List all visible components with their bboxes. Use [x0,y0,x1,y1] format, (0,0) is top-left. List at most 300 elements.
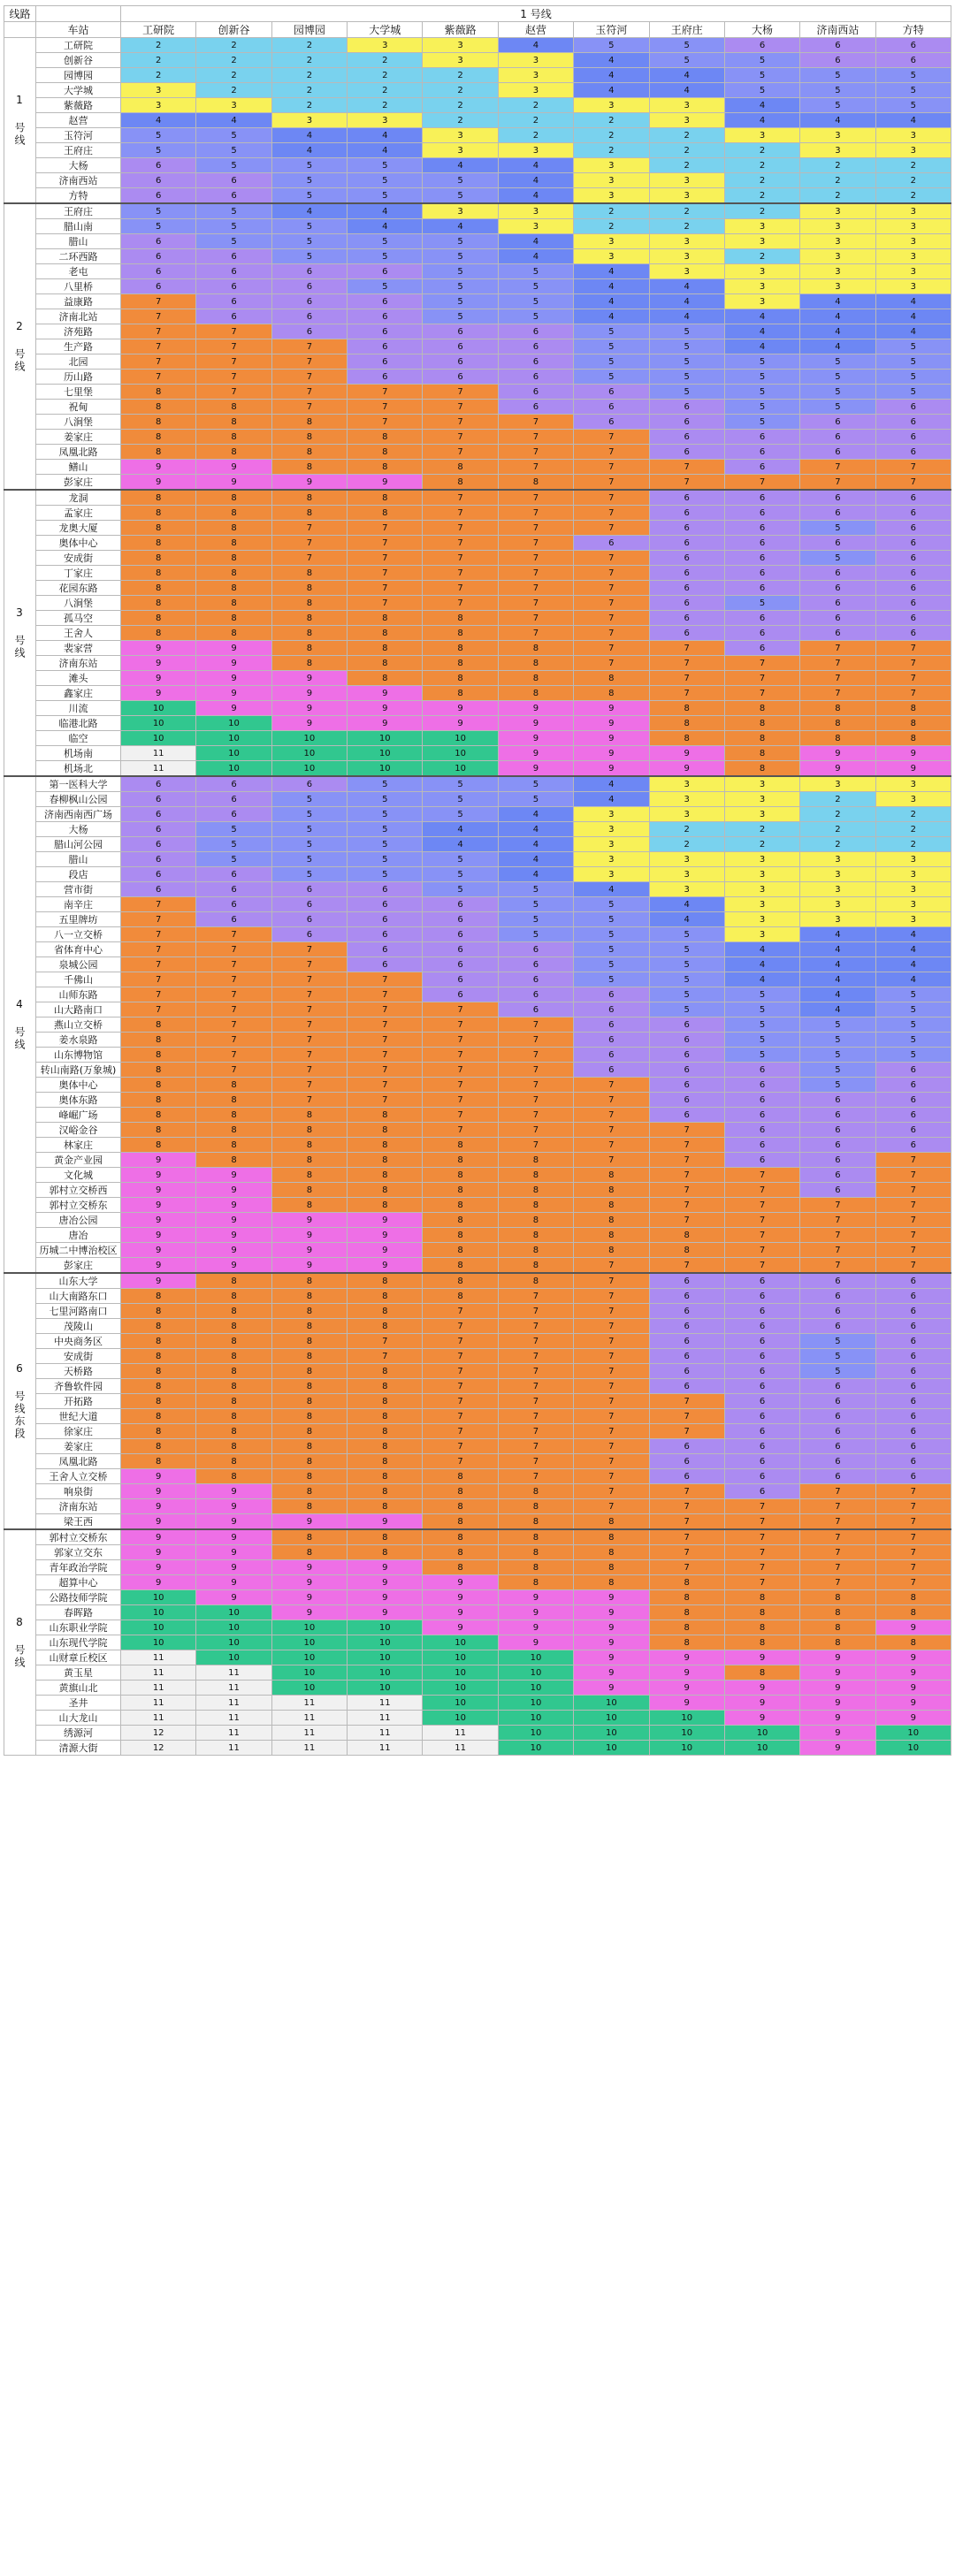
travel-time-cell: 9 [498,716,573,731]
station-name: 春晖路 [36,1605,121,1620]
travel-time-cell: 7 [423,1123,498,1138]
travel-time-cell: 8 [271,1289,347,1304]
travel-time-cell: 7 [800,1484,875,1499]
station-name: 孟家庄 [36,506,121,521]
travel-time-cell: 5 [724,596,799,611]
station-name: 郭村立交桥西 [36,1183,121,1198]
travel-time-cell: 7 [800,460,875,475]
travel-time-cell: 6 [724,1304,799,1319]
travel-time-cell: 6 [121,264,196,279]
travel-time-cell: 6 [875,1093,951,1108]
travel-time-cell: 5 [574,957,649,972]
station-name: 中央商务区 [36,1334,121,1349]
travel-time-cell: 9 [348,1605,423,1620]
station-name: 济南北站 [36,309,121,324]
travel-time-cell: 5 [423,882,498,897]
travel-time-cell: 6 [196,279,271,294]
travel-time-cell: 8 [196,506,271,521]
travel-time-cell: 8 [271,490,347,506]
travel-time-cell: 6 [196,776,271,792]
travel-time-cell: 8 [196,596,271,611]
travel-time-cell: 6 [196,264,271,279]
travel-time-cell: 11 [348,1711,423,1726]
travel-time-cell: 4 [875,294,951,309]
station-name: 黄金产业园 [36,1153,121,1168]
travel-time-cell: 7 [800,1213,875,1228]
travel-time-cell: 6 [724,1138,799,1153]
travel-time-cell: 10 [121,701,196,716]
travel-time-cell: 7 [498,490,573,506]
travel-time-cell: 2 [724,837,799,852]
travel-time-cell: 9 [121,1243,196,1258]
travel-time-cell: 6 [800,53,875,68]
travel-time-cell: 7 [574,1138,649,1153]
travel-time-cell: 8 [271,415,347,430]
travel-time-cell: 8 [875,716,951,731]
travel-time-cell: 2 [196,68,271,83]
station-name: 王舍人立交桥 [36,1469,121,1484]
travel-time-cell: 5 [348,188,423,204]
travel-time-cell: 4 [800,294,875,309]
station-name: 八里桥 [36,279,121,294]
table-row [4,324,951,339]
travel-time-cell: 3 [800,852,875,867]
travel-time-cell: 10 [196,1650,271,1665]
travel-time-cell: 8 [498,1228,573,1243]
travel-time-cell: 4 [875,113,951,128]
travel-time-cell: 9 [271,475,347,491]
travel-time-cell: 5 [649,354,724,370]
travel-time-cell: 7 [498,581,573,596]
station-name: 唐冶 [36,1228,121,1243]
travel-time-cell: 6 [649,1379,724,1394]
travel-time-cell: 6 [423,897,498,912]
station-name: 齐鲁软件园 [36,1379,121,1394]
travel-time-cell: 6 [196,249,271,264]
station-name: 汉峪金谷 [36,1123,121,1138]
table-row [4,1379,951,1394]
column-header-4: 紫薇路 [423,22,498,38]
travel-time-cell: 5 [121,219,196,234]
travel-time-cell: 8 [423,1228,498,1243]
travel-time-cell: 7 [196,1048,271,1063]
travel-time-cell: 8 [498,1499,573,1514]
travel-time-cell: 4 [800,942,875,957]
travel-time-cell: 7 [423,1349,498,1364]
travel-time-cell: 8 [271,1108,347,1123]
travel-time-cell: 6 [498,370,573,385]
station-name: 山师东路 [36,987,121,1002]
travel-time-cell: 9 [649,1696,724,1711]
station-name: 临港北路 [36,716,121,731]
travel-time-cell: 9 [498,746,573,761]
travel-time-cell: 9 [348,701,423,716]
travel-time-cell: 2 [348,83,423,98]
travel-time-cell: 8 [498,671,573,686]
travel-time-cell: 6 [574,415,649,430]
travel-time-cell: 8 [271,1153,347,1168]
travel-time-cell: 7 [271,370,347,385]
table-row [4,701,951,716]
station-name: 南辛庄 [36,897,121,912]
travel-time-cell: 7 [574,1499,649,1514]
travel-time-cell: 8 [649,1620,724,1635]
travel-time-cell: 3 [574,234,649,249]
travel-time-cell: 8 [271,1138,347,1153]
travel-time-cell: 5 [800,98,875,113]
travel-time-cell: 10 [423,1680,498,1696]
travel-time-cell: 7 [574,641,649,656]
travel-time-cell: 8 [423,671,498,686]
travel-time-cell: 3 [649,188,724,204]
travel-time-cell: 6 [800,445,875,460]
travel-time-cell: 7 [649,1514,724,1530]
travel-time-cell: 10 [196,746,271,761]
travel-time-cell: 8 [423,1529,498,1545]
travel-time-cell: 7 [875,1484,951,1499]
travel-time-cell: 11 [121,1696,196,1711]
travel-time-cell: 5 [649,370,724,385]
travel-time-cell: 5 [271,188,347,204]
travel-time-cell: 9 [423,1575,498,1590]
table-row [4,792,951,807]
travel-time-cell: 7 [271,987,347,1002]
travel-time-cell: 2 [271,68,347,83]
travel-time-cell: 6 [498,339,573,354]
travel-time-cell: 3 [724,912,799,927]
travel-time-cell: 6 [196,294,271,309]
travel-time-cell: 7 [574,1123,649,1138]
table-row [4,1108,951,1123]
table-row [4,1304,951,1319]
travel-time-cell: 3 [875,249,951,264]
travel-time-cell: 7 [498,1078,573,1093]
travel-time-cell: 6 [875,1108,951,1123]
travel-time-cell: 7 [574,1093,649,1108]
travel-time-cell: 8 [423,686,498,701]
travel-time-cell: 8 [196,1138,271,1153]
travel-time-cell: 6 [875,1289,951,1304]
travel-time-cell: 3 [196,98,271,113]
travel-time-cell: 7 [348,1093,423,1108]
travel-time-cell: 6 [649,1078,724,1093]
station-name: 转山南路(万象城) [36,1063,121,1078]
travel-time-cell: 6 [423,972,498,987]
travel-time-cell: 7 [649,460,724,475]
travel-time-cell: 3 [724,867,799,882]
column-header-6: 玉符河 [574,22,649,38]
table-row [4,1560,951,1575]
travel-time-cell: 4 [800,1002,875,1017]
travel-time-cell: 3 [498,143,573,158]
travel-time-cell: 8 [271,1409,347,1424]
travel-time-cell: 6 [649,611,724,626]
table-row [4,490,951,506]
travel-time-cell: 2 [800,792,875,807]
travel-time-cell: 9 [498,761,573,777]
travel-time-cell: 6 [724,1063,799,1078]
travel-time-cell: 9 [271,1258,347,1274]
station-name: 徐家庄 [36,1424,121,1439]
travel-time-cell: 7 [724,1514,799,1530]
travel-time-cell: 6 [196,792,271,807]
travel-time-cell: 6 [724,1078,799,1093]
table-row [4,1319,951,1334]
travel-time-cell: 9 [196,1484,271,1499]
travel-time-cell: 5 [800,1078,875,1093]
travel-time-cell: 11 [121,1680,196,1696]
travel-time-cell: 4 [800,957,875,972]
travel-time-cell: 6 [724,1123,799,1138]
travel-time-cell: 2 [800,158,875,173]
line-group-label: 3 号线 [4,490,36,776]
travel-time-cell: 7 [574,1289,649,1304]
travel-time-cell: 7 [800,656,875,671]
travel-time-cell: 5 [348,852,423,867]
travel-time-cell: 4 [875,309,951,324]
travel-time-cell: 7 [196,339,271,354]
travel-time-cell: 9 [121,656,196,671]
travel-time-cell: 8 [423,1183,498,1198]
table-row [4,1258,951,1274]
travel-time-cell: 6 [724,1454,799,1469]
travel-time-cell: 7 [196,987,271,1002]
travel-time-cell: 7 [875,656,951,671]
station-name: 园博园 [36,68,121,83]
travel-time-cell: 8 [348,1409,423,1424]
travel-time-cell: 6 [649,400,724,415]
travel-time-cell: 7 [498,1394,573,1409]
travel-time-cell: 9 [196,701,271,716]
travel-time-cell: 2 [875,173,951,188]
travel-time-cell: 2 [800,807,875,822]
travel-time-cell: 9 [348,475,423,491]
station-name: 王府庄 [36,203,121,219]
travel-time-cell: 7 [498,1454,573,1469]
travel-time-cell: 3 [348,38,423,53]
travel-time-cell: 6 [875,400,951,415]
travel-time-cell: 8 [121,1319,196,1334]
travel-time-cell: 6 [649,1469,724,1484]
travel-time-cell: 6 [875,581,951,596]
travel-time-cell: 7 [724,1198,799,1213]
travel-time-cell: 6 [724,1319,799,1334]
travel-time-cell: 5 [724,1033,799,1048]
travel-time-cell: 7 [875,1545,951,1560]
travel-time-cell: 9 [574,1680,649,1696]
travel-time-cell: 3 [724,852,799,867]
travel-time-cell: 7 [271,1017,347,1033]
travel-time-cell: 6 [348,370,423,385]
travel-time-cell: 6 [875,1364,951,1379]
travel-time-cell: 9 [271,716,347,731]
travel-time-cell: 8 [724,746,799,761]
travel-time-cell: 5 [498,294,573,309]
travel-time-cell: 5 [800,1364,875,1379]
travel-time-cell: 8 [196,1349,271,1364]
station-name: 王舍人 [36,626,121,641]
travel-time-cell: 5 [574,897,649,912]
travel-time-cell: 3 [498,68,573,83]
travel-time-cell: 9 [271,701,347,716]
column-header-2: 园博园 [271,22,347,38]
travel-time-cell: 5 [498,927,573,942]
travel-time-cell: 8 [348,1319,423,1334]
travel-time-cell: 5 [423,249,498,264]
travel-time-cell: 2 [800,188,875,204]
table-row [4,1364,951,1379]
travel-time-cell: 3 [875,776,951,792]
station-name: 奥体中心 [36,536,121,551]
travel-time-cell: 5 [423,173,498,188]
travel-time-cell: 9 [574,746,649,761]
travel-time-cell: 4 [724,942,799,957]
travel-time-cell: 11 [423,1726,498,1741]
travel-time-cell: 5 [875,1033,951,1048]
travel-time-cell: 6 [348,957,423,972]
travel-time-cell: 6 [724,581,799,596]
travel-time-cell: 11 [196,1741,271,1756]
travel-time-cell: 6 [348,912,423,927]
travel-time-cell: 6 [875,445,951,460]
travel-time-cell: 4 [724,324,799,339]
travel-time-cell: 5 [423,234,498,249]
travel-time-cell: 7 [800,1514,875,1530]
travel-time-cell: 5 [800,1349,875,1364]
travel-time-cell: 3 [649,98,724,113]
travel-time-cell: 8 [271,1545,347,1560]
travel-time-cell: 9 [574,1635,649,1650]
travel-time-cell: 3 [574,249,649,264]
travel-time-cell: 9 [800,1711,875,1726]
travel-time-cell: 5 [423,776,498,792]
travel-time-cell: 7 [800,686,875,701]
travel-time-cell: 9 [121,1168,196,1183]
travel-time-cell: 2 [875,822,951,837]
travel-time-cell: 7 [498,1048,573,1063]
travel-time-cell: 6 [649,1319,724,1334]
travel-time-cell: 7 [348,1017,423,1033]
travel-time-cell: 8 [271,430,347,445]
travel-time-cell: 3 [724,897,799,912]
travel-time-cell: 6 [875,1439,951,1454]
travel-time-cell: 9 [423,1605,498,1620]
travel-time-cell: 11 [348,1741,423,1756]
travel-time-cell: 7 [423,1002,498,1017]
travel-time-cell: 7 [800,671,875,686]
travel-time-cell: 6 [800,536,875,551]
travel-time-cell: 3 [271,113,347,128]
travel-time-cell: 8 [348,671,423,686]
travel-time-cell: 6 [649,1349,724,1364]
travel-time-cell: 7 [348,536,423,551]
travel-time-cell: 9 [800,1650,875,1665]
travel-time-cell: 8 [498,1575,573,1590]
station-name: 机场北 [36,761,121,777]
travel-time-cell: 6 [800,1379,875,1394]
travel-time-cell: 11 [271,1696,347,1711]
travel-time-cell: 9 [121,1545,196,1560]
travel-time-cell: 7 [348,1002,423,1017]
travel-time-cell: 3 [800,867,875,882]
travel-time-cell: 5 [574,370,649,385]
travel-time-cell: 7 [649,1545,724,1560]
travel-time-cell: 10 [348,1635,423,1650]
travel-time-cell: 2 [121,68,196,83]
travel-time-cell: 8 [800,716,875,731]
line-group-label: 2 号线 [4,203,36,490]
travel-time-cell: 5 [724,354,799,370]
travel-time-cell: 2 [724,143,799,158]
station-name: 丁家庄 [36,566,121,581]
travel-time-cell: 6 [348,264,423,279]
travel-time-cell: 5 [800,83,875,98]
travel-time-cell: 6 [121,852,196,867]
travel-time-cell: 5 [800,1334,875,1349]
line-group-label: 8 号线 [4,1529,36,1756]
travel-time-cell: 10 [121,716,196,731]
travel-time-cell: 2 [875,837,951,852]
travel-time-cell: 8 [271,445,347,460]
travel-time-cell: 7 [724,1258,799,1274]
travel-time-cell: 8 [121,521,196,536]
table-row [4,1665,951,1680]
travel-time-cell: 9 [574,1605,649,1620]
travel-time-cell: 7 [574,596,649,611]
travel-time-cell: 5 [800,521,875,536]
travel-time-cell: 8 [423,460,498,475]
table-row [4,143,951,158]
travel-time-cell: 3 [875,792,951,807]
travel-time-cell: 7 [121,942,196,957]
travel-time-cell: 6 [875,1078,951,1093]
station-name: 山财章丘校区 [36,1650,121,1665]
travel-time-cell: 8 [348,1469,423,1484]
travel-time-cell: 8 [423,1273,498,1289]
travel-time-cell: 6 [423,987,498,1002]
travel-time-cell: 7 [498,551,573,566]
travel-time-cell: 9 [574,1650,649,1665]
station-name: 黄玉星 [36,1665,121,1680]
travel-time-cell: 3 [423,38,498,53]
travel-time-cell: 7 [498,1304,573,1319]
table-row [4,1228,951,1243]
travel-time-cell: 5 [875,987,951,1002]
travel-time-cell: 9 [875,1680,951,1696]
travel-time-cell: 5 [800,1048,875,1063]
station-name: 天桥路 [36,1364,121,1379]
travel-time-cell: 7 [498,1289,573,1304]
travel-time-cell: 5 [800,354,875,370]
top-title: 1 号线 [121,6,951,22]
travel-time-cell: 6 [348,882,423,897]
travel-time-cell: 8 [348,1304,423,1319]
travel-time-cell: 4 [574,279,649,294]
travel-time-cell: 5 [196,822,271,837]
travel-time-cell: 5 [724,400,799,415]
travel-time-cell: 7 [498,1334,573,1349]
travel-time-cell: 6 [649,1093,724,1108]
travel-time-cell: 5 [724,1017,799,1033]
travel-time-cell: 5 [498,882,573,897]
travel-time-cell: 10 [271,1635,347,1650]
travel-time-cell: 6 [875,1454,951,1469]
station-name: 奥体中心 [36,1078,121,1093]
travel-time-cell: 5 [649,987,724,1002]
travel-time-cell: 8 [121,1138,196,1153]
line-group-label: 6 号线东段 [4,1273,36,1529]
travel-time-cell: 5 [271,807,347,822]
